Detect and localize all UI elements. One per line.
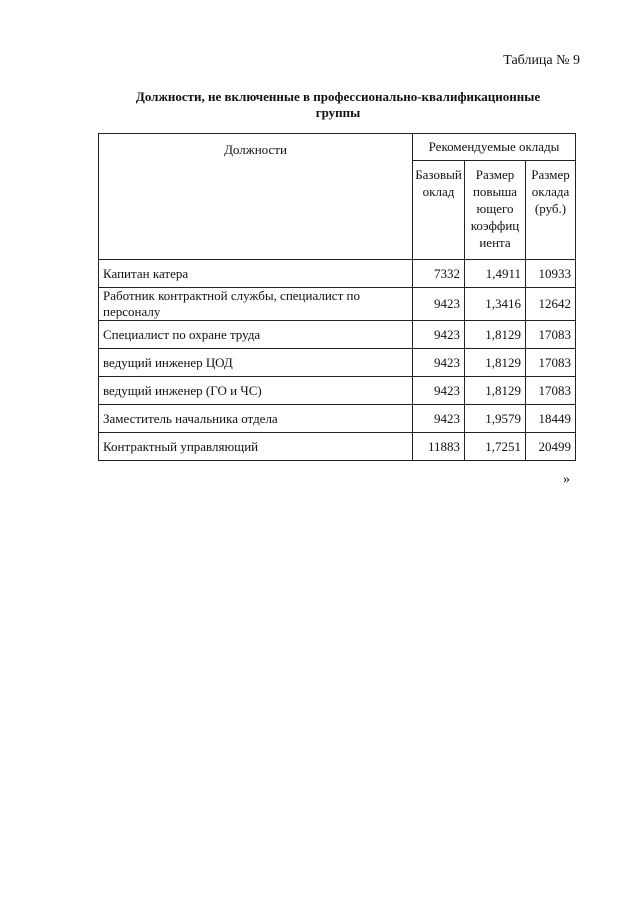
salary-cell: 12642: [526, 288, 576, 321]
coefficient-cell: 1,8129: [465, 349, 526, 377]
salary-cell: 10933: [526, 260, 576, 288]
positions-salary-table: [98, 133, 576, 461]
salary-cell: 20499: [526, 433, 576, 461]
salary-cell: 17083: [526, 377, 576, 405]
title-line-1: Должности, не включенные в профессионально-квалификационные: [135, 89, 541, 104]
position-cell: ведущий инженер (ГО и ЧС): [99, 377, 413, 405]
table-row: [99, 349, 576, 377]
title-line-2: группы: [315, 105, 361, 120]
table-row: [99, 405, 576, 433]
table-row: [99, 377, 576, 405]
coefficient-cell: 1,8129: [465, 321, 526, 349]
position-cell: Работник контрактной службы, специалист по персоналу: [99, 288, 413, 321]
table-number: Таблица № 9: [503, 53, 580, 68]
header-increasing-coefficient: Размер повыша ющего коэффиц иента: [465, 161, 526, 260]
coefficient-cell: 1,4911: [465, 260, 526, 288]
salary-cell: 17083: [526, 321, 576, 349]
base-salary-cell: 11883: [413, 433, 465, 461]
coefficient-cell: 1,8129: [465, 377, 526, 405]
base-salary-cell: 7332: [413, 260, 465, 288]
position-cell: Контрактный управляющий: [99, 433, 413, 461]
table-row: [99, 288, 576, 321]
position-cell: Заместитель начальника отдела: [99, 405, 413, 433]
header-recommended-salaries: Рекомендуемые оклады: [413, 134, 576, 161]
base-salary-cell: 9423: [413, 405, 465, 433]
base-salary-cell: 9423: [413, 288, 465, 321]
header-salary-amount: Размер оклада (руб.): [526, 161, 576, 260]
table-row: [99, 260, 576, 288]
header-positions: Должности: [99, 134, 413, 260]
closing-quote-mark: »: [563, 472, 570, 487]
position-cell: ведущий инженер ЦОД: [99, 349, 413, 377]
base-salary-cell: 9423: [413, 377, 465, 405]
position-cell: Специалист по охране труда: [99, 321, 413, 349]
base-salary-cell: 9423: [413, 349, 465, 377]
position-cell: Капитан катера: [99, 260, 413, 288]
document-title: [100, 89, 576, 121]
coefficient-cell: 1,3416: [465, 288, 526, 321]
base-salary-cell: 9423: [413, 321, 465, 349]
table-row: [99, 433, 576, 461]
salary-cell: 18449: [526, 405, 576, 433]
table-row: [99, 321, 576, 349]
coefficient-cell: 1,9579: [465, 405, 526, 433]
header-base-salary: Базовый оклад: [413, 161, 465, 260]
salary-cell: 17083: [526, 349, 576, 377]
coefficient-cell: 1,7251: [465, 433, 526, 461]
